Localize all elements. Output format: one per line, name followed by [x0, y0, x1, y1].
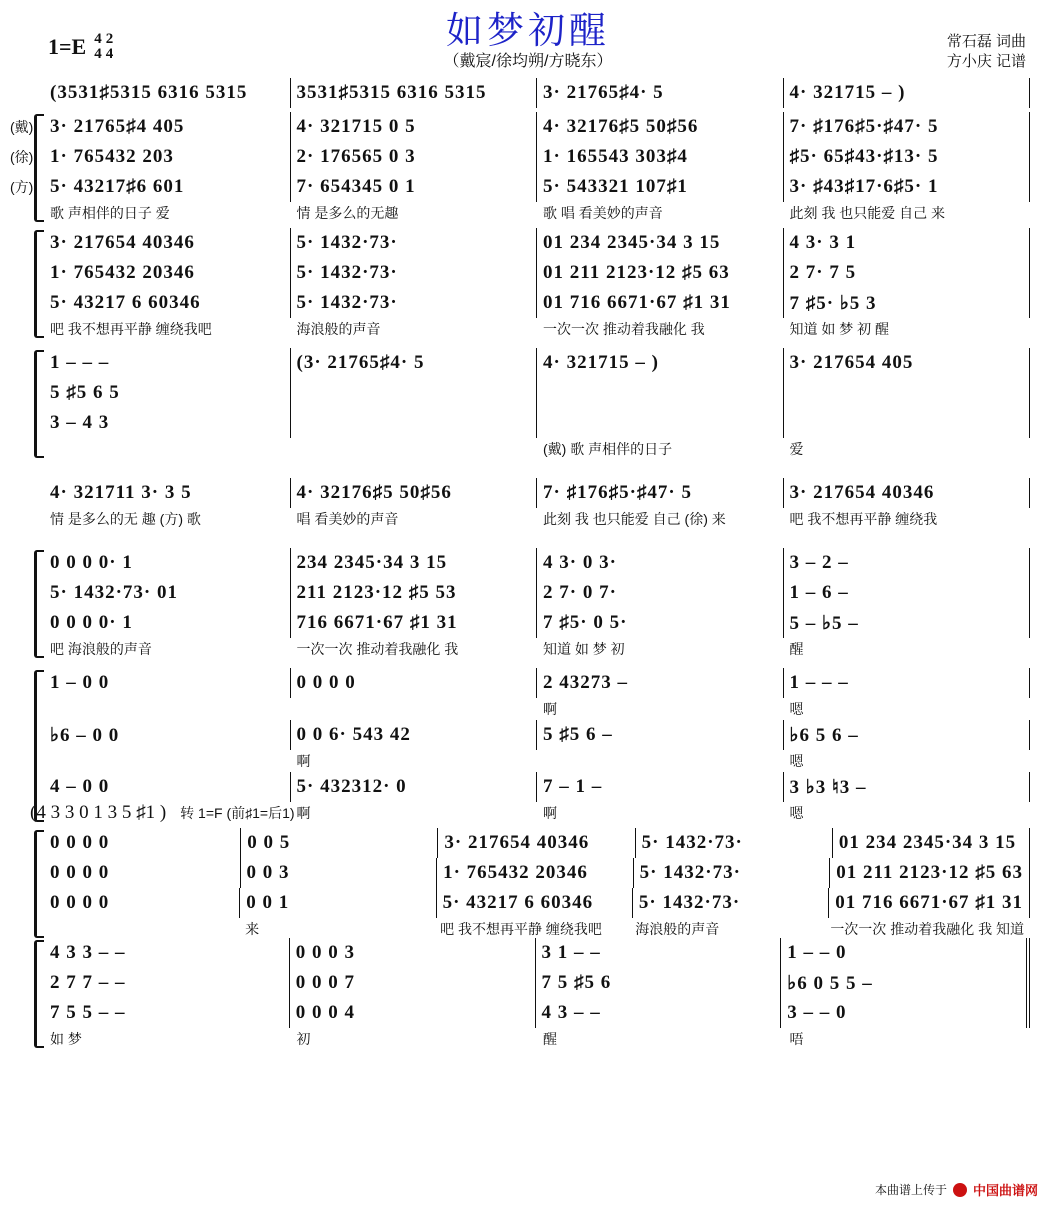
lyrics-line	[44, 318, 1030, 340]
measure	[784, 408, 1031, 438]
measure: 5· 432312· 0	[291, 772, 538, 802]
measure: 4· 32176♯5 50♯56	[537, 112, 784, 142]
voice-label: (方)	[10, 179, 34, 195]
notation-line	[44, 720, 1030, 750]
measure: 7 5 5 – –	[44, 998, 290, 1028]
lyric-segment: 知道 如 梦 初 醒	[789, 321, 890, 337]
lyric-segment: 啊	[296, 805, 311, 821]
measure: 1 – – 0	[781, 938, 1030, 968]
measure: 5· 43217 6 60346	[437, 888, 633, 918]
modulation-note: 转 1=F (前♯1=后1)	[180, 805, 295, 821]
measure: (3531♯5315 6316 5315	[44, 78, 291, 108]
measure: 3· 217654 40346	[44, 228, 291, 258]
measure: 7 – 1 –	[537, 772, 784, 802]
score-system	[30, 548, 1030, 660]
measure: ♭6 – 0 0	[44, 720, 291, 750]
measure: 2 43273 –	[537, 668, 784, 698]
lyric-segment: 醒	[543, 1031, 557, 1047]
notation-line	[44, 258, 1030, 288]
lyrics-line	[44, 1028, 1030, 1050]
lyric-segment: 一次一次 推动着我融化 我	[296, 641, 459, 657]
song-title: 如梦初醒	[446, 11, 610, 52]
measure: 5· 1432·73·	[633, 888, 829, 918]
lyrics-line	[44, 438, 1030, 460]
lyric-segment: 爱	[789, 441, 804, 457]
measure: ♭6 0 5 5 –	[781, 968, 1030, 998]
measure: 5 ♯5 6 –	[537, 720, 784, 750]
measure: 5 – ♭5 –	[784, 608, 1031, 638]
notation-line	[44, 548, 1030, 578]
measure: 3531♯5315 6316 5315	[291, 78, 538, 108]
measure: 01 211 2123·12 ♯5 63	[830, 858, 1030, 888]
measure: 1· 765432 203	[44, 142, 291, 172]
measure: 4 3· 3 1	[784, 228, 1031, 258]
measure: 4· 321715 0 5	[291, 112, 538, 142]
measure	[291, 408, 538, 438]
singers-line: （戴宸/徐均朔/方晓东）	[443, 53, 613, 70]
system-bracket	[34, 114, 44, 222]
measure: 5· 43217♯6 601	[44, 172, 291, 202]
measure: 01 234 2345·34 3 15	[833, 828, 1030, 858]
lyric-segment: 唔	[789, 1031, 804, 1047]
measure: 1 – 6 –	[784, 578, 1031, 608]
measure: 2 7· 7 5	[784, 258, 1031, 288]
measure: 3· 21765♯4 405	[44, 112, 291, 142]
measure: 2 7 7 – –	[44, 968, 290, 998]
measure: 1· 765432 20346	[437, 858, 634, 888]
lyrics-line	[44, 202, 1030, 224]
measure: 7 ♯5· 0 5·	[537, 608, 784, 638]
measure: 2 7· 0 7·	[537, 578, 784, 608]
measure: 0 0 0 4	[290, 998, 536, 1028]
measure: 4 3 3 – –	[44, 938, 290, 968]
key-label: 1=E	[48, 34, 87, 59]
measure: 4 – 0 0	[44, 772, 291, 802]
lyric-segment: 初	[296, 1031, 311, 1047]
notation-line	[44, 408, 1030, 438]
measure: 4· 32176♯5 50♯56	[291, 478, 538, 508]
modulation-line	[30, 798, 1030, 828]
system-bracket	[34, 230, 44, 338]
lyric-segment: 嗯	[789, 805, 804, 821]
measure: 01 716 6671·67 ♯1 31	[829, 888, 1030, 918]
measure: 4 3 – –	[536, 998, 782, 1028]
score-system	[30, 798, 1030, 940]
measure: 7 5 ♯5 6	[536, 968, 782, 998]
lyric-segment: 一次一次 推动着我融化 我	[543, 321, 705, 337]
lyric-segment: 歌 唱 看美妙的声音	[543, 205, 663, 221]
measure	[537, 408, 784, 438]
lyrics-line	[44, 508, 1030, 530]
lyricist-credit: 常石磊 词曲	[946, 33, 1026, 50]
measure: 1· 765432 20346	[44, 258, 291, 288]
measure: 0 0 0 0	[44, 858, 241, 888]
measure: 0 0 1	[240, 888, 436, 918]
upload-note: 本曲谱上传于	[874, 1183, 947, 1197]
notation-line	[44, 938, 1030, 968]
notation-line	[10, 142, 1030, 172]
score-header	[0, 0, 1056, 80]
lyric-segment: 吧 我不想再平静 缠绕我	[789, 511, 938, 527]
measure	[784, 378, 1031, 408]
lyrics-line	[44, 638, 1030, 660]
measure: 01 211 2123·12 ♯5 63	[537, 258, 784, 288]
lyric-segment: 此刻 我 也只能爱 自己 来	[789, 205, 946, 221]
measure: 7· ♯176♯5·♯47· 5	[537, 478, 784, 508]
measure: 0 0 3	[241, 858, 438, 888]
notation-line	[44, 968, 1030, 998]
measure: 2· 176565 0 3	[291, 142, 538, 172]
measure: 1 – 0 0	[44, 668, 291, 698]
measure: 7· 654345 0 1	[291, 172, 538, 202]
notation-line	[44, 998, 1030, 1028]
notation-line	[44, 78, 1030, 108]
notation-line	[44, 668, 1030, 698]
measure	[537, 378, 784, 408]
notation-line	[44, 288, 1030, 318]
measure: 0 0 0 0	[291, 668, 538, 698]
score-system	[30, 348, 1030, 460]
measure: 7 ♯5· ♭5 3	[784, 288, 1031, 318]
key-signature	[48, 32, 113, 62]
measure: 5 ♯5 6 5	[44, 378, 291, 408]
notation-line	[44, 608, 1030, 638]
lead-notes: (4 3 3 0 1 3 5 ♯1 )	[30, 802, 167, 823]
notation-line	[10, 172, 1030, 202]
measure: 4· 321715 – )	[537, 348, 784, 378]
lyric-segment: (戴) 歌 声相伴的日子	[543, 441, 673, 457]
lyric-segment: 此刻 我 也只能爱 自己 (徐) 来	[543, 511, 726, 527]
measure: 5· 43217 6 60346	[44, 288, 291, 318]
lyric-segment: 吧 我不想再平静 缠绕我吧	[50, 321, 212, 337]
lyric-segment: 如 梦	[50, 1031, 82, 1047]
system-bracket	[34, 550, 44, 658]
score-system	[30, 938, 1030, 1050]
measure: 0 0 0 7	[290, 968, 536, 998]
notation-line	[44, 858, 1030, 888]
system-bracket	[34, 350, 44, 458]
measure	[291, 378, 538, 408]
measure: 1· 165543 303♯4	[537, 142, 784, 172]
lyric-segment: 海浪般的声音	[635, 921, 720, 937]
measure: 0 0 0 0· 1	[44, 548, 291, 578]
score-system	[30, 478, 1030, 530]
lyric-segment: 嗯	[789, 753, 804, 769]
lyric-segment: 啊	[296, 753, 311, 769]
transcriber-credit: 方小庆 记谱	[946, 53, 1026, 70]
measure: 3· 217654 40346	[784, 478, 1031, 508]
measure: 01 234 2345·34 3 15	[537, 228, 784, 258]
lyrics-line	[44, 698, 1030, 720]
measure: 3 – 2 –	[784, 548, 1031, 578]
measure: 3 – 4 3	[44, 408, 291, 438]
measure: 0 0 6· 543 42	[291, 720, 538, 750]
measure: ♭6 5 6 –	[784, 720, 1031, 750]
measure: ♯5· 65♯43·♯13· 5	[784, 142, 1031, 172]
notation-line	[44, 378, 1030, 408]
score-system	[30, 228, 1030, 340]
lyric-segment: 啊	[543, 805, 557, 821]
notation-line	[44, 348, 1030, 378]
voice-label: (徐)	[10, 149, 34, 165]
lyric-segment: 吧 我不想再平静 缠绕我吧	[440, 921, 602, 937]
measure: 3· 217654 405	[784, 348, 1031, 378]
measure: 4· 321711 3· 3 5	[44, 478, 291, 508]
measure: 0 0 0 0	[44, 828, 241, 858]
measure: 4· 321715 – )	[784, 78, 1031, 108]
lyric-segment: 嗯	[789, 701, 804, 717]
lyric-segment: 唱 看美妙的声音	[296, 511, 399, 527]
measure: 5· 543321 107♯1	[537, 172, 784, 202]
measure: 5· 1432·73·	[291, 228, 538, 258]
notation-line	[44, 828, 1030, 858]
credits	[947, 32, 1026, 72]
lyric-segment: 海浪般的声音	[296, 321, 381, 337]
measure: 211 2123·12 ♯5 53	[291, 578, 538, 608]
measure: 0 0 0 0	[44, 888, 240, 918]
measure: 3 1 – –	[536, 938, 782, 968]
measure: 01 716 6671·67 ♯1 31	[537, 288, 784, 318]
notation-line	[44, 478, 1030, 508]
footer	[875, 1180, 1038, 1199]
notation-line	[44, 888, 1030, 918]
lyric-segment: 一次一次 推动着我融化 我 知道	[830, 921, 1024, 937]
measure: 234 2345·34 3 15	[291, 548, 538, 578]
lyric-segment: 知道 如 梦 初	[543, 641, 625, 657]
lyric-segment: 吧 海浪般的声音	[50, 641, 152, 657]
lyric-segment: 情 是多么的无 趣 (方) 歌	[50, 511, 201, 527]
measure: 1 – – –	[44, 348, 291, 378]
measure: 3· 217654 40346	[438, 828, 635, 858]
system-bracket	[34, 940, 44, 1048]
score-system	[30, 78, 1030, 108]
measure: 7· ♯176♯5·♯47· 5	[784, 112, 1031, 142]
site-name: 中国曲谱网	[972, 1183, 1038, 1198]
measure: 5· 1432·73·	[291, 288, 538, 318]
measure: 5· 1432·73·	[636, 828, 833, 858]
lyrics-line	[44, 918, 1030, 940]
measure: 3 ♭3 ♮3 –	[784, 772, 1031, 802]
voice-label: (戴)	[10, 119, 34, 135]
lyric-segment: 歌 声相伴的日子 爱	[50, 205, 170, 221]
measure: 5· 1432·73·	[291, 258, 538, 288]
time-signature: 4 4 2 4	[94, 31, 114, 62]
score-system	[10, 112, 1030, 224]
lyric-segment: 情 是多么的无趣	[296, 205, 399, 221]
measure: 4 3· 0 3·	[537, 548, 784, 578]
notation-line	[44, 228, 1030, 258]
measure: (3· 21765♯4· 5	[291, 348, 538, 378]
measure: 0 0 0 3	[290, 938, 536, 968]
measure: 0 0 0 0· 1	[44, 608, 291, 638]
notation-line	[10, 112, 1030, 142]
measure: 5· 1432·73· 01	[44, 578, 291, 608]
lyric-segment: 醒	[789, 641, 804, 657]
measure: 3· 21765♯4· 5	[537, 78, 784, 108]
system-bracket	[34, 830, 44, 938]
lyric-segment: 啊	[543, 701, 557, 717]
measure: 716 6671·67 ♯1 31	[291, 608, 538, 638]
lyric-segment: 来	[245, 921, 260, 937]
lyrics-line	[44, 750, 1030, 772]
measure: 3· ♯43♯17·6♯5· 1	[784, 172, 1031, 202]
measure: 0 0 5	[241, 828, 438, 858]
site-logo-icon	[953, 1183, 967, 1197]
measure: 1 – – –	[784, 668, 1031, 698]
measure: 3 – – 0	[781, 998, 1030, 1028]
notation-line	[44, 578, 1030, 608]
measure: 5· 1432·73·	[634, 858, 831, 888]
